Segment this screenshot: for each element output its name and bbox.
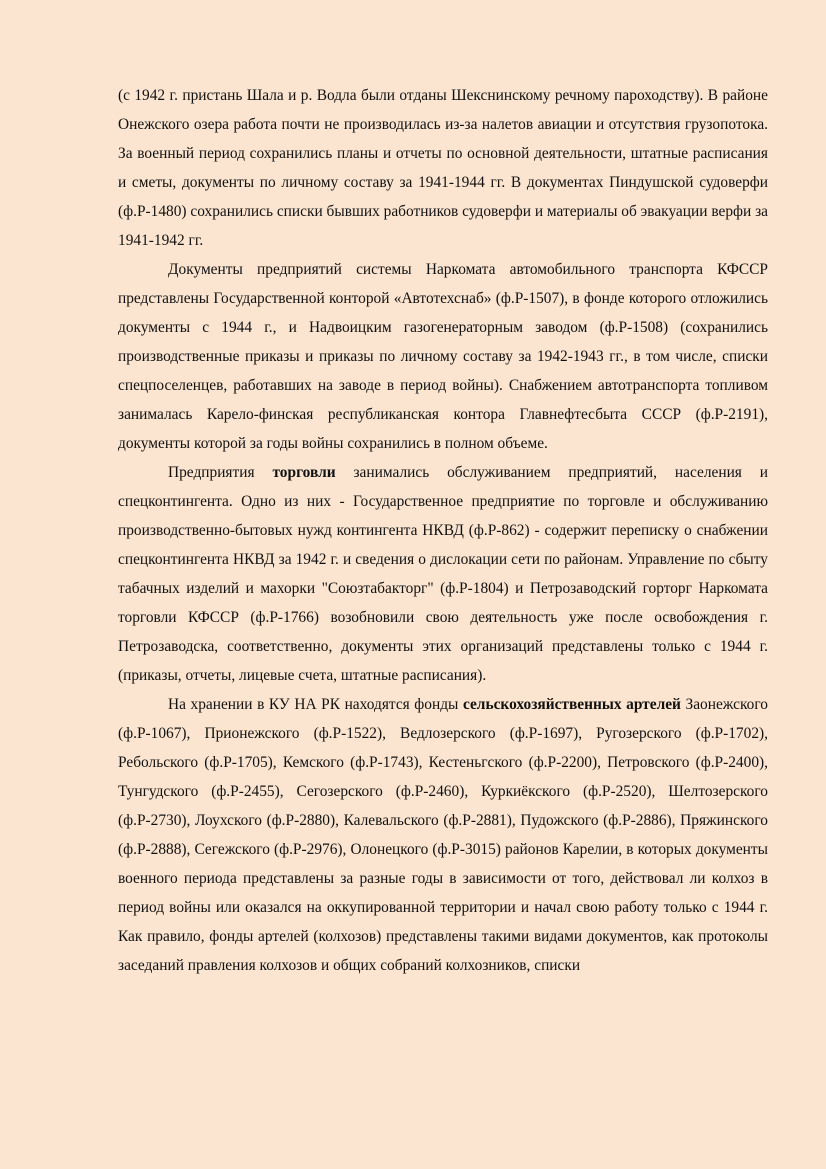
paragraph-agricultural-artels xyxy=(118,690,768,980)
paragraph-auto-transport xyxy=(118,255,768,458)
paragraph-river-transport xyxy=(118,81,768,255)
bold-term-trade: торговли xyxy=(272,464,336,481)
paragraph-text: Предприятия xyxy=(168,464,273,481)
paragraph-text: На хранении в КУ НА РК находятся фонды xyxy=(168,696,463,713)
paragraph-text: занимались обслуживанием предприятий, населения и спецконтингента. Одно из них - Государственное предприятие по торговле и обслуживанию производственно-бытовых нужд контингента НКВД (ф.Р-862) - содержит переписку о снабжении спецконтингента НКВД за 1942 г. и сведения о дислокации сети по районам. Управление по сбыту табачных изделий и махорки "Союзтабакторг" (ф.Р-1804) и Петрозаводский горторг Наркомата торговли КФССР (ф.Р-1766) возобновили свою деятельность уже после освобождения г. Петрозаводска, соответственно, документы этих организаций представлены только с 1944 г. (приказы, отчеты, лицевые счета, штатные расписания). xyxy=(118,464,769,684)
paragraph-text: Документы предприятий системы Наркомата автомобильного транспорта КФССР представлены Государственной конторой «Автотехснаб» (ф.Р-1507), в фонде которого отложились документы с 1944 г., и Надвоицким газогенераторным заводом (ф.Р-1508) (сохранились производственные приказы и приказы по личному составу за 1942-1943 гг., в том числе, списки спецпоселенцев, работавших на заводе в период войны). Снабжением автотранспорта топливом занималась Карело-финская республиканская контора Главнефтесбыта СССР (ф.Р-2191), документы которой за годы войны сохранились в полном объеме. xyxy=(118,261,768,452)
paragraph-trade xyxy=(118,458,768,690)
document-page xyxy=(118,81,768,980)
paragraph-text: Заонежского (ф.Р-1067), Прионежского (ф.Р-1522), Ведлозерского (ф.Р-1697), Ругозерского (ф.Р-1702), Ребольского (ф.Р-1705), Кемского (ф.Р-1743), Кестеньгского (ф.Р-2200), Петровского (ф.Р-2400), Тунгудского (ф.Р-2455), Сегозерского (ф.Р-2460), Куркиёкского (ф.Р-2520), Шелтозерского (ф.Р-2730), Лоухского (ф.Р-2880), Калевальского (ф.Р-2881), Пудожского (ф.Р-2886), Пряжинского (ф.Р-2888), Сегежского (ф.Р-2976), Олонецкого (ф.Р-3015) районов Карелии, в которых документы военного периода представлены за разные годы в зависимости от того, действовал ли колхоз в период войны или оказался на оккупированной территории и начал свою работу только с 1944 г. Как правило, фонды артелей (колхозов) представлены такими видами документов, как протоколы заседаний правления колхозов и общих собраний колхозников, списки xyxy=(118,696,768,974)
bold-term-agricultural-artels: сельскохозяйственных артелей xyxy=(462,696,681,713)
paragraph-text: (с 1942 г. пристань Шала и р. Водла были отданы Шекснинскому речному пароходству). В районе Онежского озера работа почти не производилась из-за налетов авиации и отсутствия грузопотока. За военный период сохранились планы и отчеты по основной деятельности, штатные расписания и сметы, документы по личному составу за 1941-1944 гг. В документах Пиндушской судоверфи (ф.Р-1480) сохранились списки бывших работников судоверфи и материалы об эвакуации верфи за 1941-1942 гг. xyxy=(118,87,768,249)
